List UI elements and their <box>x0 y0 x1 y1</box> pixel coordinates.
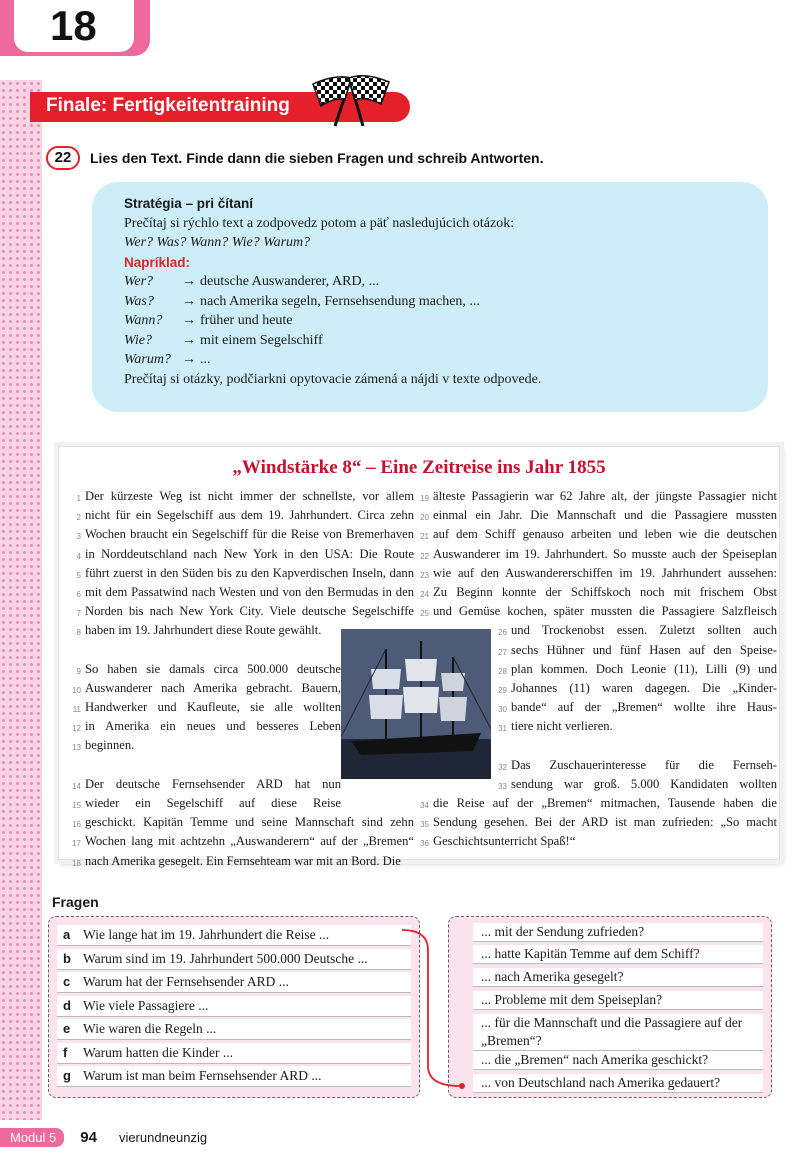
line-text: Sendung gesehen. Bei der ARD ist man zufrieden: „So macht <box>433 815 777 830</box>
question-text: Warum hatten die Kinder ... <box>83 1044 233 1060</box>
line-text: nicht für ein Segelschiff aus dem 19. Jahrhundert. Circa zehn <box>85 508 414 523</box>
question-item <box>57 1019 411 1040</box>
article-line <box>69 583 414 602</box>
article-line <box>495 756 777 775</box>
example-list <box>124 272 768 370</box>
article-line <box>495 679 777 698</box>
line-text: beginnen. <box>85 738 135 753</box>
line-text: Der kürzeste Weg ist nicht immer der schnellste, vor allem <box>85 489 414 503</box>
example-answer: deutsche Auswanderer, ARD, ... <box>200 274 380 289</box>
example-answer: ... <box>200 352 211 367</box>
article-line <box>495 775 777 794</box>
questions-left-box <box>48 916 420 1098</box>
line-number: 20 <box>420 513 429 523</box>
example-row <box>124 292 768 312</box>
line-number: 14 <box>72 781 81 791</box>
article-line <box>417 506 777 525</box>
arrow-icon: → <box>182 313 196 328</box>
line-number: 3 <box>76 532 81 542</box>
line-text: auf dem Schiff genauso arbeiten und leben wie die deutschen <box>433 527 777 542</box>
article-line <box>69 775 341 794</box>
line-text: älteste Passagierin war 62 Jahre alt, der jüngste Passagier nicht <box>433 489 777 503</box>
strategy-title: Stratégia – pri čítaní <box>124 196 254 211</box>
line-text: Der deutsche Fernsehsender ARD hat nun <box>85 776 341 791</box>
question-text: Warum hat der Fernsehsender ARD ... <box>83 974 289 989</box>
question-item <box>57 1043 411 1064</box>
question-letter: g <box>63 1068 71 1083</box>
line-text: und Gemüse kochen, später mussten die Passagiere Salzfleisch <box>433 604 777 619</box>
line-text: Norden bis nach New York City. Viele deutsche Segelschiffe <box>85 604 414 619</box>
line-number: 6 <box>76 589 81 599</box>
line-text: Wochen lang mit achtzehn „Auswanderern“ auf der „Bremen“ <box>85 834 414 849</box>
question-ending: ... die „Bremen“ nach Amerika geschickt? <box>473 1051 763 1070</box>
article-line <box>69 832 414 851</box>
line-text: nach Amerika gesegelt. Ein Fernsehteam war mit an Bord. Die <box>85 853 401 868</box>
line-number: 23 <box>420 570 429 580</box>
article-line <box>495 621 777 640</box>
article-line <box>417 487 777 506</box>
example-answer: früher und heute <box>200 313 293 328</box>
question-item <box>57 925 411 946</box>
line-number: 15 <box>72 801 81 810</box>
page-footer <box>0 1128 207 1147</box>
article-line <box>69 717 341 736</box>
line-number: 24 <box>420 589 429 599</box>
line-text: sechs Hühner und fünf Hasen auf den Speise- <box>511 642 777 657</box>
strategy-box <box>92 182 768 412</box>
line-text: die Reise auf der „Bremen“ mitmachen, Tausende haben die <box>433 796 777 810</box>
question-item <box>57 1066 411 1087</box>
example-row <box>124 272 768 292</box>
line-text: in Norddeutschland nach New York in den USA: Die Route <box>85 546 414 561</box>
line-text: in Amerika ein neues und besseres Leben <box>85 719 341 734</box>
article <box>58 446 780 868</box>
example-row <box>124 350 768 370</box>
task-instruction: Lies den Text. Finde dann die sieben Fragen und schreib Antworten. <box>90 150 544 166</box>
question-text: Wie viele Passagiere ... <box>83 997 209 1013</box>
line-number: 16 <box>72 820 81 830</box>
question-item <box>57 972 411 993</box>
sailing-ship-photo <box>341 629 491 779</box>
question-letter: a <box>63 927 71 942</box>
line-text: haben im 19. Jahrhundert diese Route gewählt. <box>85 623 322 638</box>
line-number: 36 <box>420 839 429 849</box>
line-number: 28 <box>498 666 507 676</box>
line-text: So haben sie damals circa 500.000 deutsche <box>85 661 341 676</box>
connector-line <box>400 926 470 1096</box>
line-number: 18 <box>72 858 81 868</box>
question-letter: e <box>63 1021 71 1036</box>
line-text: einmal ein Jahr. Die Mannschaft und die Passagiere mussten <box>433 508 777 523</box>
line-text: Wochen braucht ein Segelschiff für die Reise von Bremerhaven <box>85 527 414 542</box>
question-letter: c <box>63 974 71 989</box>
line-number: 29 <box>498 685 507 695</box>
arrow-icon: → <box>182 332 196 348</box>
article-line <box>69 698 341 717</box>
question-item <box>57 996 411 1017</box>
line-number: 5 <box>76 570 81 580</box>
question-letter: d <box>63 997 71 1013</box>
questions-heading: Fragen <box>52 894 99 910</box>
line-number: 25 <box>420 609 429 619</box>
line-text: wie auf den Auswandererschiffen im 19. Jahrhundert aussehen: <box>433 565 777 580</box>
question-ending: ... mit der Sendung zufrieden? <box>473 923 763 942</box>
article-line <box>69 660 341 679</box>
line-number: 4 <box>76 551 81 561</box>
line-number: 33 <box>498 781 507 791</box>
chapter-tab <box>0 0 150 56</box>
article-line <box>69 487 414 506</box>
question-ending: ... von Deutschland nach Amerika gedauert? <box>473 1074 763 1093</box>
line-text: Auswanderer nach Amerika gebracht. Bauern, <box>85 680 341 695</box>
article-line <box>417 813 777 832</box>
line-text: Handwerker und Kaufleute, sie alle wollten <box>85 700 341 715</box>
question-ending: ... nach Amerika gesegelt? <box>473 968 763 987</box>
line-text: Johannes (11) waren dagegen. Die „Kinder- <box>511 680 777 695</box>
question-text: Warum sind im 19. Jahrhundert 500.000 Deutsche ... <box>83 950 368 966</box>
question-ending: ... hatte Kapitän Temme auf dem Schiff? <box>473 945 763 964</box>
line-number: 30 <box>498 705 507 715</box>
article-line <box>69 852 414 871</box>
line-text: plan kommen. Doch Leonie (11), Lilli (9) und <box>511 661 777 676</box>
article-line <box>69 525 414 544</box>
module-tag: Modul 5 <box>0 1128 64 1147</box>
line-number: 34 <box>420 801 429 810</box>
line-text: Das Zuschauerinteresse für die Fernseh- <box>511 757 777 772</box>
article-line <box>69 506 414 525</box>
line-number: 31 <box>498 724 507 734</box>
line-number: 2 <box>76 513 81 523</box>
example-question: Warum? <box>124 352 171 367</box>
page-number-word: vierundneunzig <box>118 1130 208 1145</box>
margin-decoration <box>0 80 42 1120</box>
article-line <box>495 641 777 660</box>
example-row <box>124 331 768 351</box>
article-line <box>69 813 414 832</box>
line-number: 17 <box>72 839 81 849</box>
article-line <box>417 602 777 621</box>
line-number: 12 <box>72 724 81 734</box>
example-question: Wie? <box>124 332 152 348</box>
example-question: Wann? <box>124 313 163 328</box>
line-text: Auswanderer im 19. Jahrhundert. So musste auch der Speiseplan <box>433 546 777 561</box>
line-text: führt zuerst in den Süden bis zu den Kapverdischen Inseln, dann <box>85 565 414 580</box>
line-number: 32 <box>498 762 507 772</box>
line-text: wieder ein Segelschiff auf diese Reise <box>85 796 341 810</box>
article-line <box>417 583 777 602</box>
line-number: 26 <box>498 628 507 638</box>
question-ending: ... für die Mannschaft und die Passagiere auf der „Bremen“? <box>473 1014 763 1051</box>
page-number: 94 <box>80 1129 97 1146</box>
question-ending: ... Probleme mit dem Speiseplan? <box>473 991 763 1010</box>
article-line <box>69 679 341 698</box>
example-question: Was? <box>124 293 154 309</box>
line-number: 19 <box>420 494 429 503</box>
question-text: Warum ist man beim Fernsehsender ARD ... <box>83 1068 322 1083</box>
line-text: mit dem Passatwind nach Westen und von den Bermudas in den <box>85 584 414 599</box>
strategy-questions: Wer? Was? Wann? Wie? Warum? <box>124 235 311 250</box>
question-text: Wie lange hat im 19. Jahrhundert die Reise ... <box>83 927 330 942</box>
line-text: und Trockenobst essen. Zuletzt sollten auch <box>511 623 777 638</box>
task-header <box>46 146 544 170</box>
arrow-icon: → <box>182 274 196 289</box>
line-number: 11 <box>72 705 81 715</box>
article-title: „Windstärke 8“ – Eine Zeitreise ins Jahr 1855 <box>232 457 606 478</box>
line-number: 35 <box>420 820 429 830</box>
line-number: 13 <box>72 743 81 753</box>
article-line <box>417 794 777 813</box>
article-line <box>417 545 777 564</box>
article-line <box>69 564 414 583</box>
line-text: bande“ auf der „Bremen“ wollte ihre Haus- <box>511 700 777 715</box>
article-line <box>69 736 341 755</box>
arrow-icon: → <box>182 352 196 367</box>
line-number: 21 <box>420 532 429 542</box>
article-line <box>495 717 777 736</box>
arrow-icon: → <box>182 293 196 309</box>
line-text: Geschichtsunterricht Spaß!“ <box>433 834 576 849</box>
line-number: 8 <box>76 628 81 638</box>
article-line <box>495 660 777 679</box>
line-text: sendung war groß. 5.000 Kandidaten wollten <box>511 776 777 791</box>
line-text: geschickt. Kapitän Temme und seine Mannschaft sind zehn <box>85 815 414 830</box>
line-number: 7 <box>76 609 81 619</box>
line-number: 22 <box>420 551 429 561</box>
article-line <box>69 545 414 564</box>
example-question: Wer? <box>124 274 154 289</box>
example-label: Napríklad: <box>124 254 191 270</box>
article-line <box>417 564 777 583</box>
line-text: Zu Beginn konnte der Schiffskoch noch mit frischem Obst <box>433 584 777 599</box>
task-number: 22 <box>46 146 80 170</box>
section-title: Finale: Fertigkeitentraining <box>46 95 290 116</box>
line-number: 1 <box>76 494 81 503</box>
question-letter: f <box>63 1044 68 1060</box>
article-line <box>417 832 777 851</box>
question-text: Wie waren die Regeln ... <box>83 1021 217 1036</box>
article-line <box>69 794 341 813</box>
line-text: tiere nicht verlieren. <box>511 719 613 734</box>
checkered-flags-icon <box>305 70 395 128</box>
line-number: 27 <box>498 647 507 657</box>
strategy-intro: Prečítaj si rýchlo text a zodpovedz potom a päť nasledujúcich otázok: <box>124 215 515 231</box>
questions-right-box <box>448 916 772 1098</box>
question-letter: b <box>63 950 71 966</box>
question-item <box>57 949 411 970</box>
example-row <box>124 311 768 331</box>
example-answer: nach Amerika segeln, Fernsehsendung machen, ... <box>200 293 480 309</box>
article-line <box>417 525 777 544</box>
example-answer: mit einem Segelschiff <box>200 332 323 348</box>
article-line <box>495 698 777 717</box>
article-line <box>69 602 414 621</box>
chapter-number: 18 <box>14 0 134 52</box>
line-number: 10 <box>72 685 81 695</box>
line-number: 9 <box>76 666 81 676</box>
strategy-outro: Prečítaj si otázky, podčiarkni opytovacie zámená a nájdi v texte odpovede. <box>124 371 542 387</box>
